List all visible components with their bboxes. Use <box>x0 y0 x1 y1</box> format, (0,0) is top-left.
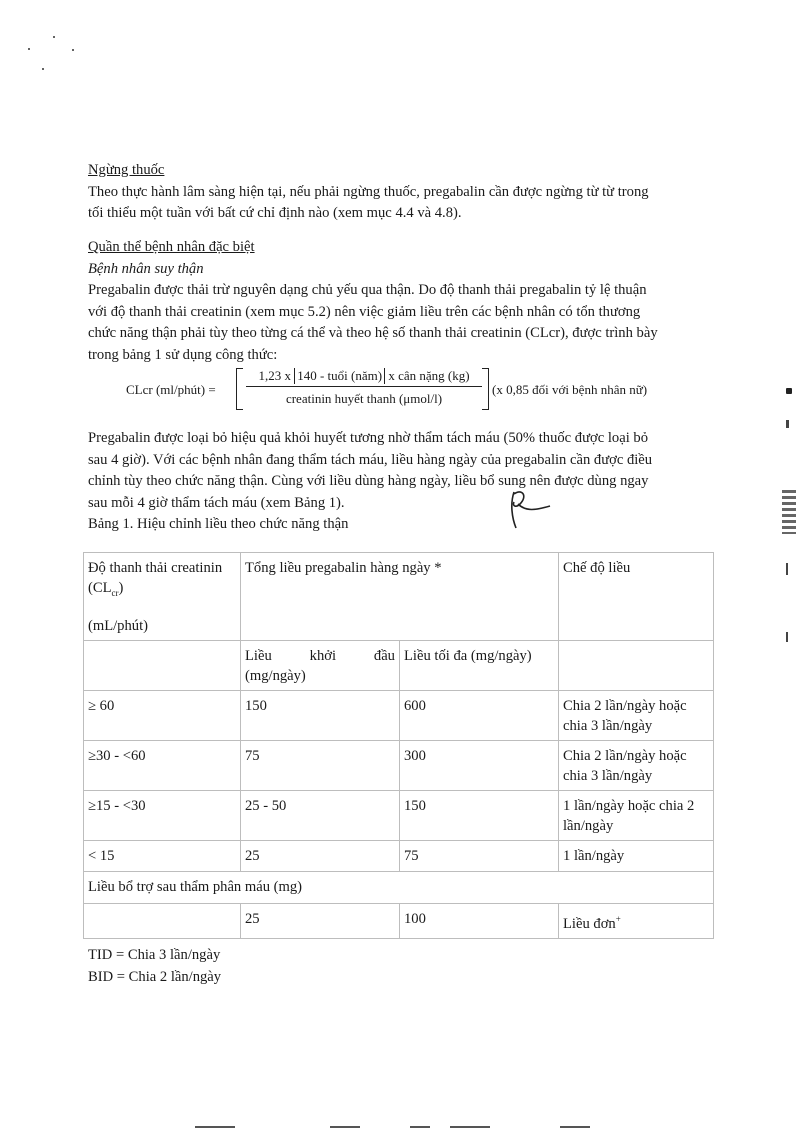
table-cell <box>559 641 714 691</box>
footnotes <box>88 945 713 988</box>
text-line: với độ thanh thải creatinin (xem mục 5.2) nên việc giảm liều trên các bệnh nhân có tổn thương <box>88 303 641 320</box>
scan-artifact <box>786 563 788 575</box>
footnote-tid: TID = Chia 3 lần/ngày <box>88 947 221 963</box>
header-crcl <box>84 553 241 641</box>
formula-female-factor: (x 0,85 đối với bệnh nhân nữ) <box>492 382 648 397</box>
cell-regimen: 1 lần/ngày <box>559 841 714 872</box>
scan-speck <box>42 68 44 70</box>
header-crcl-unit: (mL/phút) <box>88 617 148 634</box>
formula-fraction-bar <box>246 386 482 387</box>
cell-start-dose: 25 <box>241 841 400 872</box>
table-row <box>84 903 714 938</box>
scan-speck <box>28 48 30 50</box>
table-row <box>84 691 714 741</box>
text-line: chỉnh tùy theo chức năng thận. Cùng với liều dùng hàng ngày, liều bổ sung nên được dùng ngay <box>88 473 649 489</box>
cell-crcl: < 15 <box>84 841 241 872</box>
footnote-bid: BID = Chia 2 lần/ngày <box>88 968 222 985</box>
formula-num-weight: x cân nặng (kg) <box>388 368 470 383</box>
cell-crcl: ≥15 - <30 <box>84 791 241 841</box>
formula-right-bracket <box>482 368 489 410</box>
cell-start-dose: 75 <box>241 741 400 791</box>
section-heading: Ngừng thuốc <box>88 162 165 178</box>
section-stop-drug <box>88 160 713 225</box>
cell-crcl: ≥ 60 <box>84 691 241 741</box>
cell-start-dose: 25 <box>241 903 400 938</box>
table-row <box>84 841 714 872</box>
text-line: sau mỗi 4 giờ thẩm tách máu (xem Bảng 1). <box>88 494 345 511</box>
handwritten-initials-signature <box>500 484 560 534</box>
table-row <box>84 791 714 841</box>
renal-dose-table <box>83 552 714 939</box>
cell-max-dose: 150 <box>400 791 559 841</box>
scan-artifact <box>786 420 789 428</box>
cell-regimen: Chia 2 lần/ngày hoặc chia 3 lần/ngày <box>559 691 714 741</box>
scan-artifact <box>782 490 796 534</box>
cell-start-dose: 25 - 50 <box>241 791 400 841</box>
formula-num-factor: 1,23 x <box>258 368 291 383</box>
scan-edge <box>195 1126 235 1128</box>
text-line: chức năng thận phải tùy theo từng cá thể và theo hệ số thanh thải creatinin (CLcr), được trình bày <box>88 325 658 341</box>
table-cell <box>84 903 241 938</box>
scan-edge <box>450 1126 490 1128</box>
table-caption: Bảng 1. Hiệu chỉnh liều theo chức năng thận <box>88 516 349 532</box>
text-line: Pregabalin được loại bỏ hiệu quả khỏi huyết tương nhờ thẩm tách máu (50% thuốc được loại bỏ <box>88 430 648 446</box>
section-heading: Quần thể bệnh nhân đặc biệt <box>88 239 255 255</box>
cell-start-dose: 150 <box>241 691 400 741</box>
scan-edge <box>330 1126 360 1128</box>
cell-regimen: Chia 2 lần/ngày hoặc chia 3 lần/ngày <box>559 741 714 791</box>
scan-edge <box>560 1126 590 1128</box>
scan-speck <box>72 49 74 51</box>
header-crcl-symbol: $(CL_{cr})$ <box>88 579 124 598</box>
cell-max-dose: 300 <box>400 741 559 791</box>
scan-edge <box>410 1126 430 1128</box>
formula-num-age: 140 - tuổi (năm) <box>294 368 385 384</box>
cell-regimen: Liều đơn+ <box>559 903 714 938</box>
header-crcl-label: Độ thanh thải creatinin <box>88 560 223 576</box>
text-line: sau 4 giờ). Với các bệnh nhân đang thẩm tách máu, liều hàng ngày của pregabalin cần được điều <box>88 451 653 468</box>
formula-numerator <box>244 368 484 384</box>
cell-max-dose: 600 <box>400 691 559 741</box>
header-regimen: Chế độ liều <box>559 553 714 641</box>
clcr-formula <box>126 366 726 414</box>
table-header-row <box>84 553 714 641</box>
supplement-header: Liều bổ trợ sau thẩm phân máu (mg) <box>84 871 714 903</box>
header-max-dose: Liều tối đa (mg/ngày) <box>400 641 559 691</box>
text-line: Theo thực hành lâm sàng hiện tại, nếu phải ngừng thuốc, pregabalin cần được ngừng từ từ trong <box>88 183 649 200</box>
header-total-daily-dose: Tổng liều pregabalin hàng ngày * <box>241 553 559 641</box>
table-subheader-row <box>84 641 714 691</box>
dialysis-paragraph <box>88 428 713 514</box>
section-subheading: Bệnh nhân suy thận <box>88 260 204 277</box>
scan-artifact <box>786 632 788 642</box>
text-line: tối thiểu một tuần với bất cứ chỉ định nào (xem mục 4.4 và 4.8). <box>88 205 462 221</box>
cell-crcl: ≥30 - <60 <box>84 741 241 791</box>
cell-regimen: 1 lần/ngày hoặc chia 2 lần/ngày <box>559 791 714 841</box>
cell-max-dose: 75 <box>400 841 559 872</box>
cell-max-dose: 100 <box>400 903 559 938</box>
text-line: trong bảng 1 sử dụng công thức: <box>88 346 278 363</box>
text-line: Pregabalin được thải trừ nguyên dạng chủ yếu qua thận. Do độ thanh thải pregabalin tỷ lệ thuận <box>88 282 647 298</box>
formula-lhs: CLcr (ml/phút) = <box>126 382 216 397</box>
formula-denominator: creatinin huyết thanh (μmol/l) <box>285 391 443 406</box>
table-row <box>84 741 714 791</box>
table-supplement-header-row <box>84 871 714 903</box>
table-cell <box>84 641 241 691</box>
section-special-population <box>88 237 713 366</box>
formula-left-bracket <box>236 368 243 410</box>
scan-speck <box>53 36 55 38</box>
scan-artifact <box>786 388 792 394</box>
header-starting-dose: Liều khởi đầu (mg/ngày) <box>241 641 400 691</box>
